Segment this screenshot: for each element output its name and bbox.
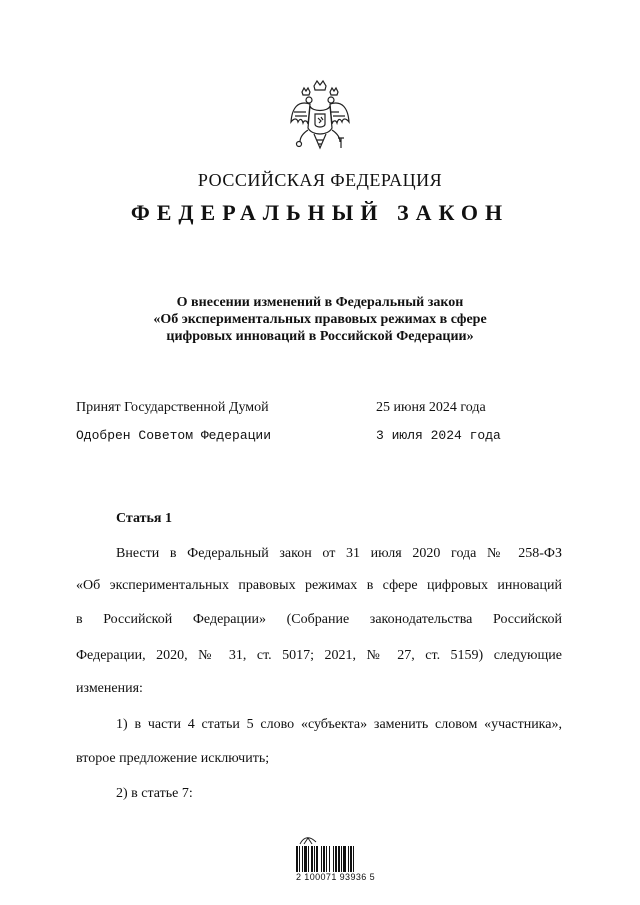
country-name: РОССИЙСКАЯ ФЕДЕРАЦИЯ xyxy=(197,170,443,190)
article-heading: Статья 1 xyxy=(116,511,172,526)
article-text-line xyxy=(116,546,562,562)
article-text: Внести в Федеральный закон от 31 июля 2020 года № 258-ФЗ xyxy=(116,546,562,561)
article-text: «Об экспериментальных правовых режимах в сфере цифровых инноваций xyxy=(76,578,562,593)
article-text-line xyxy=(76,681,562,697)
duma-date: 25 июня 2024 года xyxy=(376,400,486,415)
article-text-line xyxy=(116,786,562,802)
article-text-line xyxy=(76,648,562,664)
article-text: 2) в статье 7: xyxy=(116,786,193,801)
article-text-line xyxy=(76,612,562,628)
law-title-line: цифровых инноваций в Российской Федерации» xyxy=(166,329,474,344)
duma-adoption xyxy=(76,400,486,416)
article-text-line xyxy=(116,717,562,733)
barcode-logo-icon xyxy=(298,834,318,846)
law-title xyxy=(110,294,530,345)
article-text: Федерации, 2020, № 31, ст. 5017; 2021, № 27, ст. 5159) следующие xyxy=(76,648,562,663)
law-title-line: О внесении изменений в Федеральный закон xyxy=(176,295,464,310)
article-text-line xyxy=(76,578,562,594)
article-text-line xyxy=(76,751,562,767)
council-label: Одобрен Советом Федерации xyxy=(76,428,272,443)
article-text: второе предложение исключить; xyxy=(76,751,270,766)
article-text: изменения: xyxy=(76,681,143,696)
barcode xyxy=(296,846,370,872)
council-approval xyxy=(76,428,501,443)
article-text: 1) в части 4 статьи 5 слово «субъекта» заменить словом «участника», xyxy=(116,717,562,732)
barcode-number: 2 100071 93936 5 xyxy=(296,872,375,882)
law-title-line: «Об экспериментальных правовых режимах в сфере xyxy=(153,312,487,327)
document-type: ФЕДЕРАЛЬНЫЙ ЗАКОН xyxy=(130,200,510,225)
coat-of-arms-icon xyxy=(288,78,352,156)
duma-label: Принят Государственной Думой xyxy=(76,400,269,415)
council-date: 3 июля 2024 года xyxy=(376,428,501,443)
article-text: в Российской Федерации» (Собрание законодательства Российской xyxy=(76,612,562,627)
